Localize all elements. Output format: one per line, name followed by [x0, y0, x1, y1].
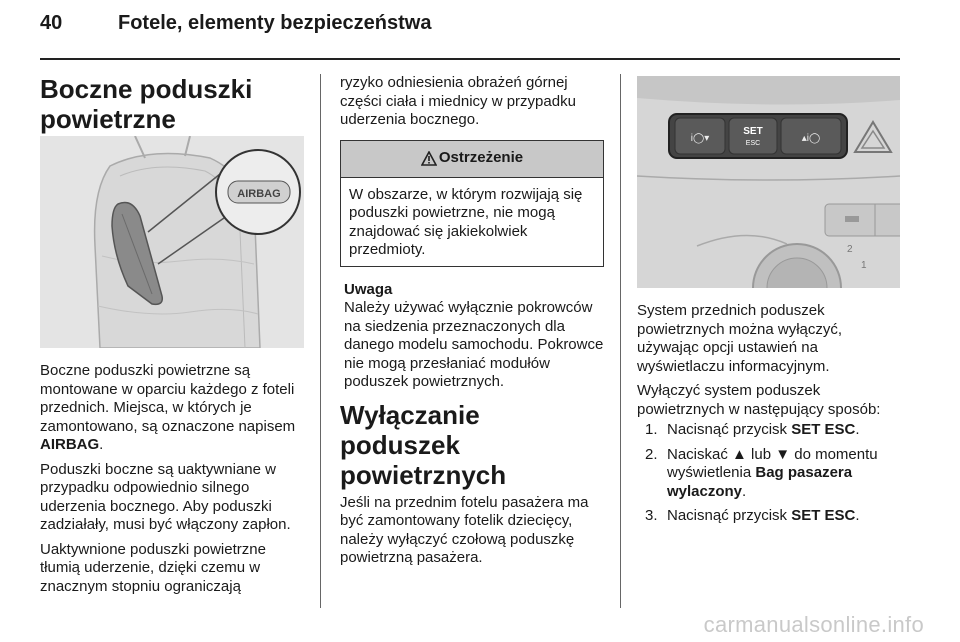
left-column-text [40, 362, 306, 602]
text: . [99, 436, 104, 453]
note-title: Uwaga [344, 280, 393, 298]
airbag-label: AIRBAG [237, 188, 281, 200]
paragraph: Wyłączyć system poduszek powietrznych w następujący sposób: [637, 382, 881, 418]
paragraph: Jeśli na przednim fotelu pasażera ma być zamontowany fotelik dziecięcy, należy wyłączyć czołową poduszkę powietrzną pasażera. [340, 493, 589, 566]
step-number: 2. [645, 445, 658, 463]
watermark[interactable]: carmanualsonline.info [703, 612, 924, 637]
warning-body: W obszarze, w którym rozwijają się poduszki powietrzne, nie mogą znajdować się jakiekolwiek przedmioty. [349, 185, 583, 258]
warning-title: Ostrzeżenie [438, 149, 524, 167]
page-title: Fotele, elementy bezpieczeństwa [118, 12, 432, 34]
list-item [645, 507, 907, 526]
step-text [667, 421, 860, 440]
bold-text: Bag pasazera wylaczony [667, 464, 853, 500]
warning-box [340, 140, 604, 267]
steps-list [637, 421, 907, 526]
svg-text:▴i◯: ▴i◯ [801, 133, 821, 144]
step-number: 3. [645, 507, 658, 524]
dashboard-illustration [637, 76, 900, 288]
text: Boczne poduszki powietrzne są montowane w oparciu każdego z foteli przednich. Miejsca, w których je zamontowano, są oznaczone napisem [40, 362, 296, 435]
paragraph: Uaktywnione poduszki powietrzne tłumią uderzenie, dzięki czemu w znacznym stopniu ograniczają [40, 540, 266, 595]
column-divider [620, 74, 621, 608]
list-item [645, 421, 907, 440]
step-text [667, 446, 907, 502]
left-column [40, 74, 304, 134]
bold-text: AIRBAG [40, 436, 100, 453]
heading-line: powietrzne [40, 104, 176, 134]
dial-number: 1 [861, 260, 867, 271]
text: Nacisnąć przycisk [667, 421, 792, 438]
list-item [645, 446, 907, 502]
bold-text: SET ESC [791, 507, 856, 524]
page-number: 40 [40, 12, 63, 34]
warning-triangle-icon [421, 151, 437, 166]
set-button-label: SET [743, 126, 763, 137]
text: . [855, 421, 860, 438]
svg-text:i◯▾: i◯▾ [690, 133, 710, 144]
section-heading [340, 400, 604, 490]
column-divider [320, 74, 321, 608]
spacer [340, 267, 604, 281]
step-text [667, 507, 860, 526]
text: Nacisnąć przycisk [667, 507, 792, 524]
paragraph: Poduszki boczne są uaktywniane w przypadku odpowiednio silnego uderzenia bocznego. Aby poduszki zadziałały, musi być włączony zapłon. [40, 460, 291, 533]
header-divider [40, 58, 900, 60]
middle-column [340, 74, 604, 574]
heading-line: Boczne poduszki [40, 74, 253, 104]
text: Naciskać ▲ lub ▼ do momentu wyświetlenia [667, 445, 878, 481]
bold-text: SET ESC [791, 421, 856, 438]
warning-header [341, 141, 603, 178]
paragraph [40, 362, 306, 455]
text: . [855, 507, 860, 524]
right-column-text [637, 302, 907, 532]
note [340, 281, 604, 392]
esc-button-label: ESC [745, 140, 761, 147]
paragraph: ryzyko odniesienia obrażeń górnej części ciała i miednicy w przypadku uderzenia bocznego. [340, 74, 576, 128]
note-body: Należy używać wyłącznie pokrowców na siedzenia przeznaczonych dla danego modelu samochodu. Pokrowce nie mogą przesłaniać modułów poduszek powietrznych. [344, 299, 604, 390]
paragraph: System przednich poduszek powietrznych można wyłączyć, używając opcji ustawień na wyświetlaczu informacyjnym. [637, 302, 843, 375]
step-number: 1. [645, 421, 658, 438]
side-airbag-figure [40, 136, 304, 348]
dial-number: 2 [847, 244, 853, 255]
dashboard-figure [637, 76, 900, 288]
text: . [742, 482, 747, 500]
section-heading [40, 74, 304, 134]
seat-illustration [40, 136, 304, 348]
heading-line: Wyłączanie poduszek [340, 399, 480, 460]
heading-line: powietrznych [340, 459, 507, 490]
